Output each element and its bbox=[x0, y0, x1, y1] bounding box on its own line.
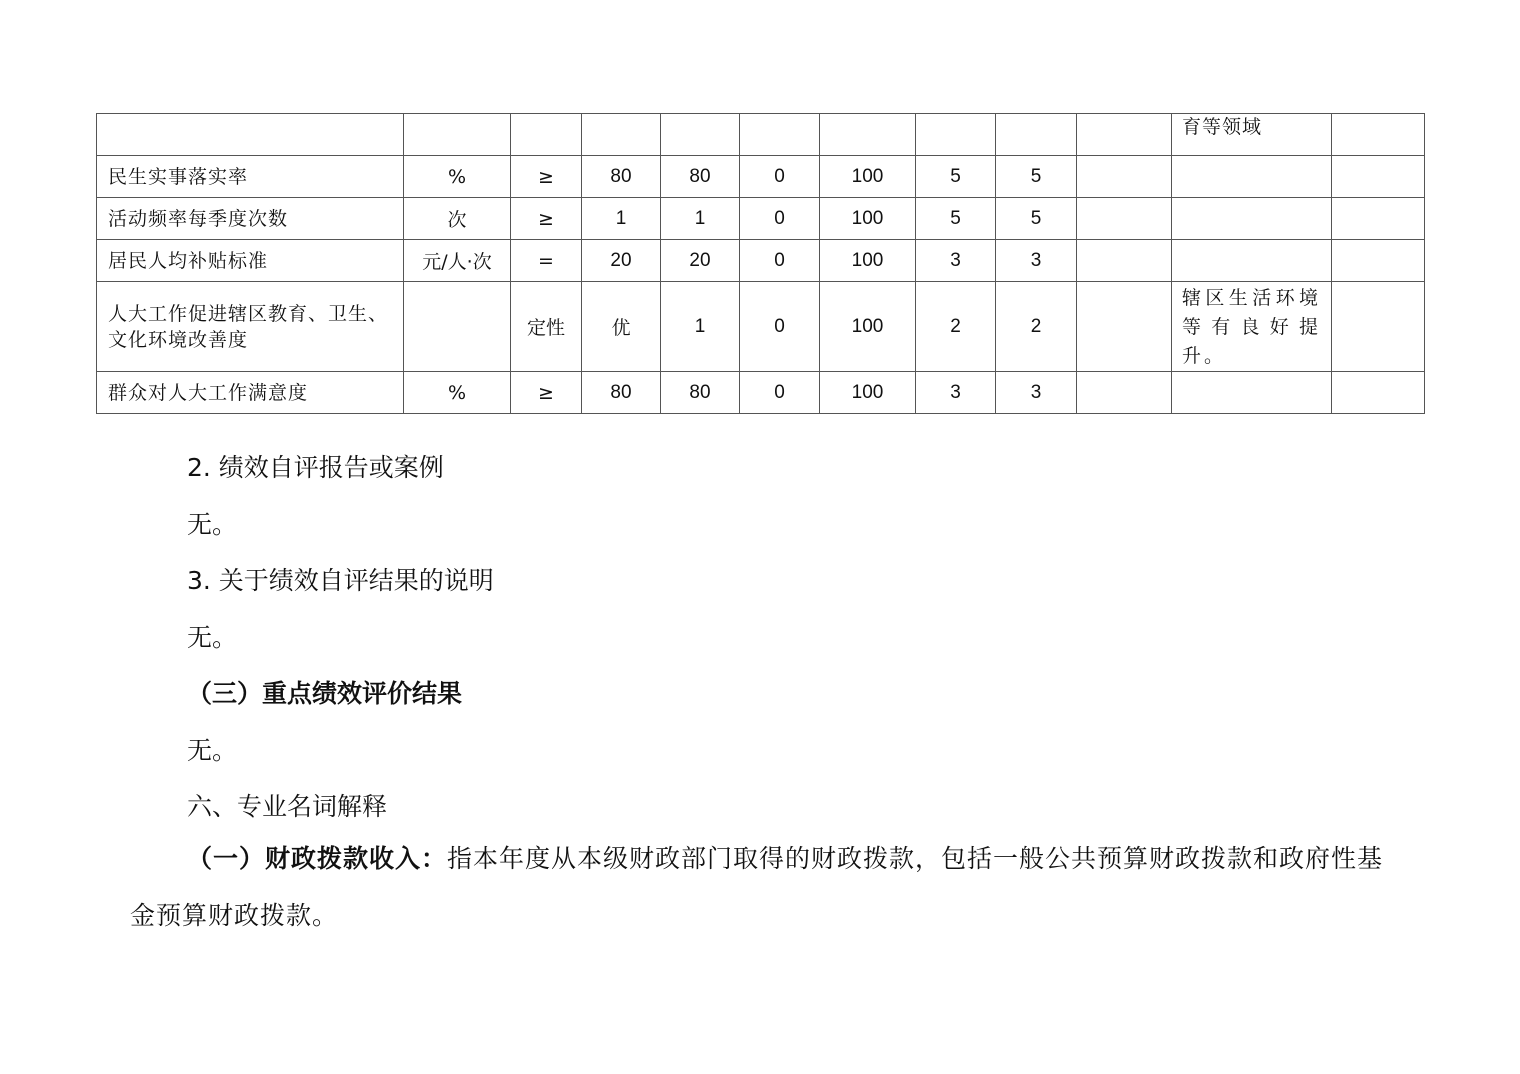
empty-cell bbox=[1332, 372, 1425, 414]
table-row bbox=[97, 114, 1425, 156]
note-cell bbox=[1172, 198, 1332, 240]
indicator-operator: = bbox=[511, 240, 582, 282]
indicator-unit bbox=[404, 114, 511, 156]
note-cell: 育等领域 bbox=[1172, 114, 1332, 156]
deviation-value: 0 bbox=[740, 240, 820, 282]
note-cell bbox=[1172, 156, 1332, 198]
weight-value: 3 bbox=[916, 240, 996, 282]
empty-cell bbox=[1332, 114, 1425, 156]
note-cell: 辖区生活环境等有良好提升。 bbox=[1172, 282, 1332, 372]
weight-value: 3 bbox=[916, 372, 996, 414]
indicator-name: 群众对人大工作满意度 bbox=[97, 372, 404, 414]
completion-rate: 100 bbox=[820, 372, 916, 414]
indicator-name bbox=[97, 114, 404, 156]
deviation-value: 0 bbox=[740, 282, 820, 372]
actual-value: 80 bbox=[661, 156, 740, 198]
target-value: 1 bbox=[582, 198, 661, 240]
indicator-unit: % bbox=[404, 156, 511, 198]
indicator-unit: 元/人·次 bbox=[404, 240, 511, 282]
completion-rate bbox=[820, 114, 916, 156]
section-body-text: 无。 bbox=[187, 623, 238, 652]
section-heading-self-evaluation-explanation: 3. 关于绩效自评结果的说明 bbox=[187, 566, 494, 595]
score-value: 5 bbox=[996, 198, 1077, 240]
indicator-name: 民生实事落实率 bbox=[97, 156, 404, 198]
table-row bbox=[97, 156, 1425, 198]
weight-value bbox=[916, 114, 996, 156]
indicator-name: 居民人均补贴标准 bbox=[97, 240, 404, 282]
section-body-text: 无。 bbox=[187, 510, 238, 539]
empty-cell bbox=[1332, 240, 1425, 282]
glossary-term-definition: 指本年度从本级财政部门取得的财政拨款，包括一般公共预算财政拨款和政府性基金预算财政拨款。 bbox=[130, 844, 1384, 930]
completion-rate: 100 bbox=[820, 282, 916, 372]
score-value: 5 bbox=[996, 156, 1077, 198]
target-value: 优 bbox=[582, 282, 661, 372]
completion-rate: 100 bbox=[820, 198, 916, 240]
empty-cell bbox=[1332, 282, 1425, 372]
score-value bbox=[996, 114, 1077, 156]
section-body-text: 无。 bbox=[187, 736, 238, 765]
target-value: 20 bbox=[582, 240, 661, 282]
section-heading-self-evaluation-report: 2. 绩效自评报告或案例 bbox=[187, 453, 444, 482]
table-row bbox=[97, 372, 1425, 414]
note-cell bbox=[1172, 372, 1332, 414]
table-row bbox=[97, 240, 1425, 282]
deviation-value: 0 bbox=[740, 372, 820, 414]
deviation-value: 0 bbox=[740, 198, 820, 240]
table-row bbox=[97, 198, 1425, 240]
performance-indicator-table bbox=[96, 113, 1425, 414]
indicator-unit: % bbox=[404, 372, 511, 414]
indicator-name: 人大工作促进辖区教育、卫生、文化环境改善度 bbox=[97, 282, 404, 372]
actual-value: 1 bbox=[661, 282, 740, 372]
empty-cell bbox=[1077, 372, 1172, 414]
actual-value bbox=[661, 114, 740, 156]
indicator-operator: ≥ bbox=[511, 372, 582, 414]
empty-cell bbox=[1077, 114, 1172, 156]
score-value: 3 bbox=[996, 372, 1077, 414]
completion-rate: 100 bbox=[820, 156, 916, 198]
empty-cell bbox=[1077, 198, 1172, 240]
score-value: 3 bbox=[996, 240, 1077, 282]
glossary-term-label: （一）财政拨款收入： bbox=[187, 844, 448, 873]
indicator-unit bbox=[404, 282, 511, 372]
section-heading-glossary: 六、专业名词解释 bbox=[187, 792, 388, 821]
indicator-operator bbox=[511, 114, 582, 156]
indicator-operator: ≥ bbox=[511, 198, 582, 240]
empty-cell bbox=[1332, 198, 1425, 240]
weight-value: 2 bbox=[916, 282, 996, 372]
section-heading-key-evaluation: （三）重点绩效评价结果 bbox=[187, 679, 463, 708]
empty-cell bbox=[1077, 156, 1172, 198]
weight-value: 5 bbox=[916, 198, 996, 240]
target-value bbox=[582, 114, 661, 156]
empty-cell bbox=[1077, 240, 1172, 282]
indicator-name: 活动频率每季度次数 bbox=[97, 198, 404, 240]
deviation-value: 0 bbox=[740, 156, 820, 198]
completion-rate: 100 bbox=[820, 240, 916, 282]
actual-value: 80 bbox=[661, 372, 740, 414]
target-value: 80 bbox=[582, 156, 661, 198]
actual-value: 1 bbox=[661, 198, 740, 240]
table-row bbox=[97, 282, 1425, 372]
empty-cell bbox=[1332, 156, 1425, 198]
weight-value: 5 bbox=[916, 156, 996, 198]
score-value: 2 bbox=[996, 282, 1077, 372]
indicator-operator: 定性 bbox=[511, 282, 582, 372]
target-value: 80 bbox=[582, 372, 661, 414]
deviation-value bbox=[740, 114, 820, 156]
empty-cell bbox=[1077, 282, 1172, 372]
note-cell bbox=[1172, 240, 1332, 282]
indicator-unit: 次 bbox=[404, 198, 511, 240]
actual-value: 20 bbox=[661, 240, 740, 282]
indicator-operator: ≥ bbox=[511, 156, 582, 198]
glossary-paragraph bbox=[130, 830, 1402, 944]
